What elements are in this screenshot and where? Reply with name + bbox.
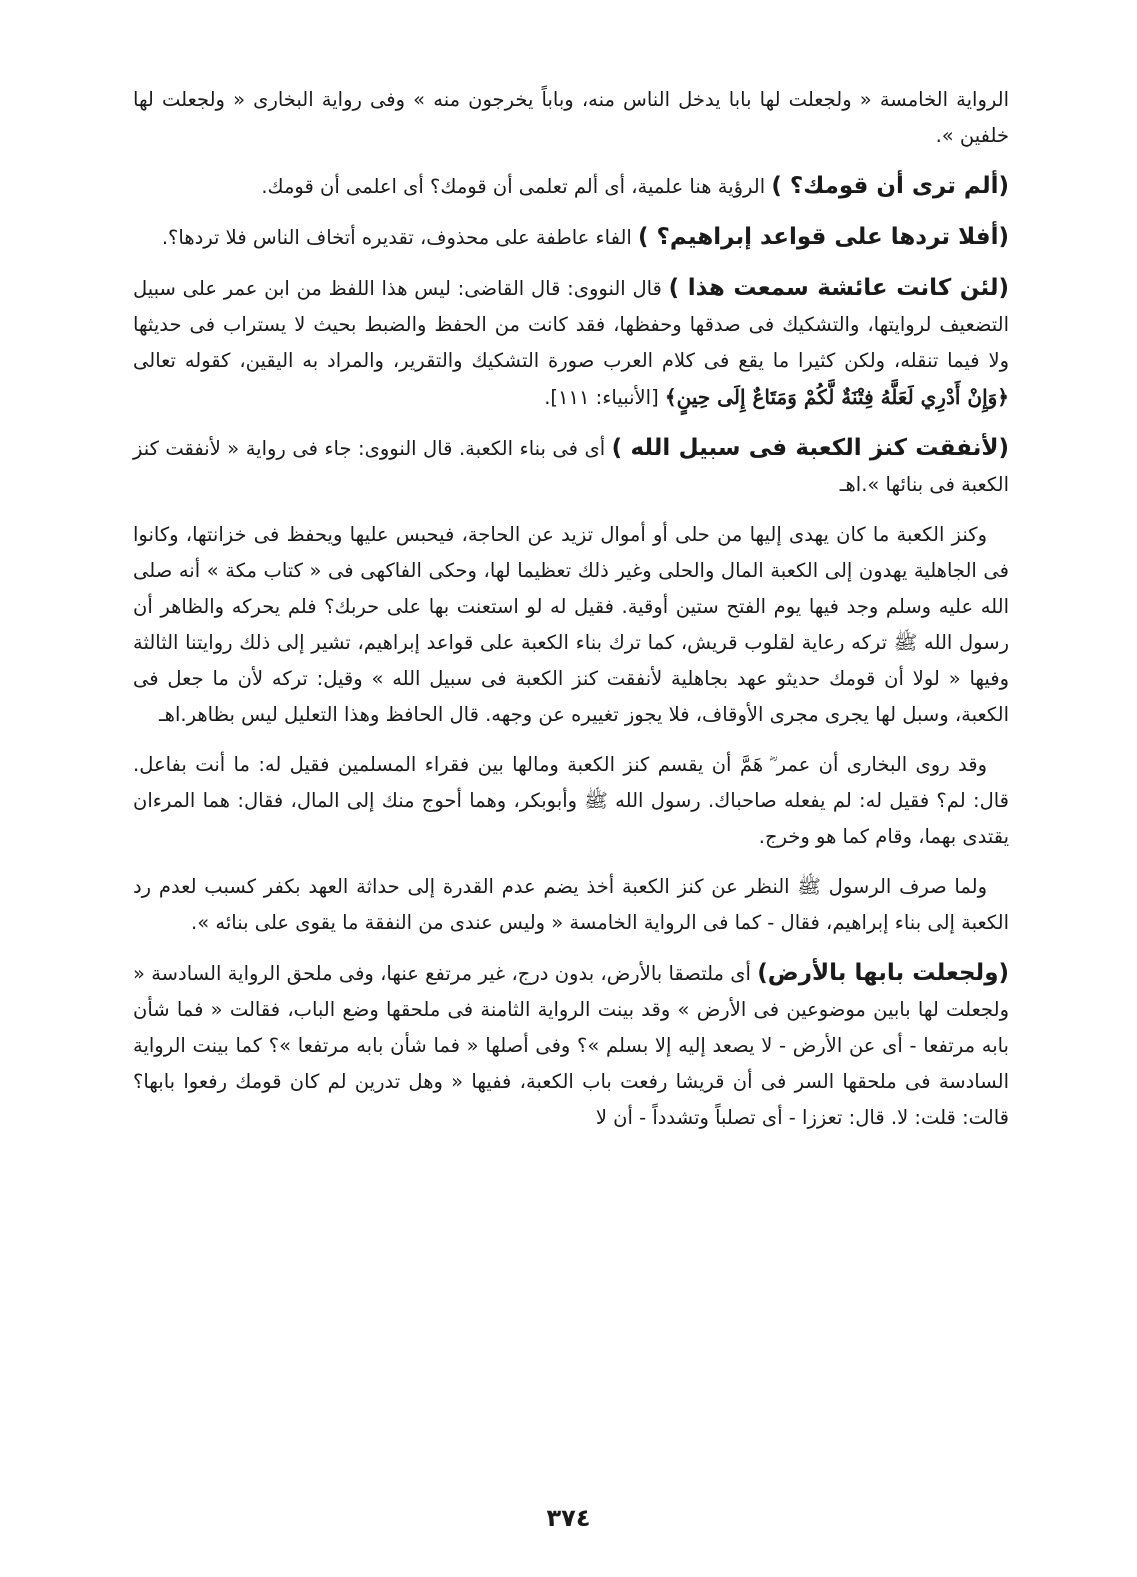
paragraph-text: ولما صرف الرسول ﷺ النظر عن كنز الكعبة أخذ يضم عدم القدرة إلى حداثة العهد بكفر كسبب لعدم رد الكعبة إلى بناء إبراهيم، فقال - كما فى الرواية الخامسة « وليس عندى من النفقة ما يقوى على بنائه ». xyxy=(133,875,1009,934)
section-heading: (لأنفقت كنز الكعبة فى سبيل الله ) xyxy=(611,435,1009,461)
page-body xyxy=(133,82,1009,1150)
paragraph-2 xyxy=(133,168,1009,205)
verse-citation: [الأنبياء: ١١١]. xyxy=(544,386,665,409)
quran-verse: ﴿وَإِنْ أَدْرِي لَعَلَّهُ فِتْنَةٌ لَّكُمْ وَمَتَاعٌ إِلَى حِينٍ﴾ xyxy=(664,385,1009,409)
section-heading: (لئن كانت عائشة سمعت هذا ) xyxy=(668,275,1009,301)
paragraph-text: أى فى بناء الكعبة. قال النووى: جاء فى رواية « لأنفقت كنز الكعبة فى بنائها ».اهـ xyxy=(133,437,1009,496)
section-heading: (ألم ترى أن قومك؟ ) xyxy=(771,173,1009,199)
paragraph-text: الفاء عاطفة على محذوف، تقديره أتخاف الناس فلا تردها؟. xyxy=(161,226,639,249)
paragraph-7 xyxy=(133,747,1009,855)
paragraph-text: وقد روى البخارى أن عمر ؓ هَمَّ أن يقسم كنز الكعبة ومالها بين فقراء المسلمين فقيل له: ما أنت بفاعل. قال: لم؟ فقيل له: لم يفعله صاحباك. رسول الله ﷺ وأبوبكر، وهما أحوج منك إلى المال، فقال: هما المرءان يقتدى بهما، وقام كما هو وخرج. xyxy=(133,753,1009,848)
paragraph-3 xyxy=(133,219,1009,256)
paragraph-8 xyxy=(133,869,1009,941)
paragraph-4 xyxy=(133,270,1009,416)
paragraph-9 xyxy=(133,955,1009,1136)
paragraph-text: الرواية الخامسة « ولجعلت لها بابا يدخل الناس منه، وباباً يخرجون منه » وفى رواية البخارى « ولجعلت لها خلفين ». xyxy=(133,88,1009,147)
paragraph-text: وكنز الكعبة ما كان يهدى إليها من حلى أو أموال تزيد عن الحاجة، فيحبس عليها ويحفظ فى خزانتها، وكانوا فى الجاهلية يهدون إلى الكعبة المال والحلى وغير ذلك تعظيما لها، وحكى الفاكهى فى « كتاب مكة » أنه صلى الله عليه وسلم وجد فيها يوم الفتح ستين أوقية. فقيل له لو استعنت بها على حربك؟ فلم يحركه والظاهر أن رسول الله ﷺ تركه رعاية لقلوب قريش، كما ترك بناء الكعبة على قواعد إبراهيم، تشير إلى ذلك روايتنا الثالثة وفيها « لولا أن قومك حديثو عهد بجاهلية لأنفقت كنز الكعبة فى سبيل الله » وقيل: تركه لأن ما جعل فى الكعبة، وسبل لها يجرى مجرى الأوقاف، فلا يجوز تغييره عن وجهه. قال الحافظ وهذا التعليل ليس بظاهر.اهـ xyxy=(133,523,1009,726)
page-number: ٣٧٤ xyxy=(546,1504,591,1532)
paragraph-6 xyxy=(133,517,1009,733)
paragraph-1 xyxy=(133,82,1009,154)
paragraph-text: أى ملتصقا بالأرض، بدون درج، غير مرتفع عنها، وفى ملحق الرواية السادسة « ولجعلت لها بابين موضوعين فى الأرض » وقد بينت الرواية الثامنة فى ملحقها وضع الباب، فقالت « فما شأن بابه مرتفعا - أى عن الأرض - لا يصعد إليه إلا بسلم »؟ وفى أصلها « فما شأن بابه مرتفعا »؟ كما بينت الرواية السادسة فى ملحقها السر فى أن قريشا رفعت باب الكعبة، ففيها « وهل تدرين لم كان قومك رفعوا بابها؟ قالت: قلت: لا. قال: تعززا - أى تصلباً وتشدداً - أن لا xyxy=(133,962,1009,1129)
paragraph-text: قال النووى: قال القاضى: ليس هذا اللفظ من ابن عمر على سبيل التضعيف لروايتها، والتشكيك فى صدقها وحفظها، فقد كانت من الحفظ والضبط بحيث لا يستراب فى حديثها ولا فيما تنقله، ولكن كثيرا ما يقع فى كلام العرب صورة التشكيك والتقرير، والمراد به اليقين، كقوله تعالى xyxy=(133,277,1009,372)
paragraph-text: الرؤية هنا علمية، أى ألم تعلمى أن قومك؟ أى اعلمى أن قومك. xyxy=(261,175,772,198)
paragraph-5 xyxy=(133,430,1009,503)
section-heading: (أفلا تردها على قواعد إبراهيم؟ ) xyxy=(638,224,1009,250)
section-heading: (ولجعلت بابها بالأرض) xyxy=(757,960,1010,986)
